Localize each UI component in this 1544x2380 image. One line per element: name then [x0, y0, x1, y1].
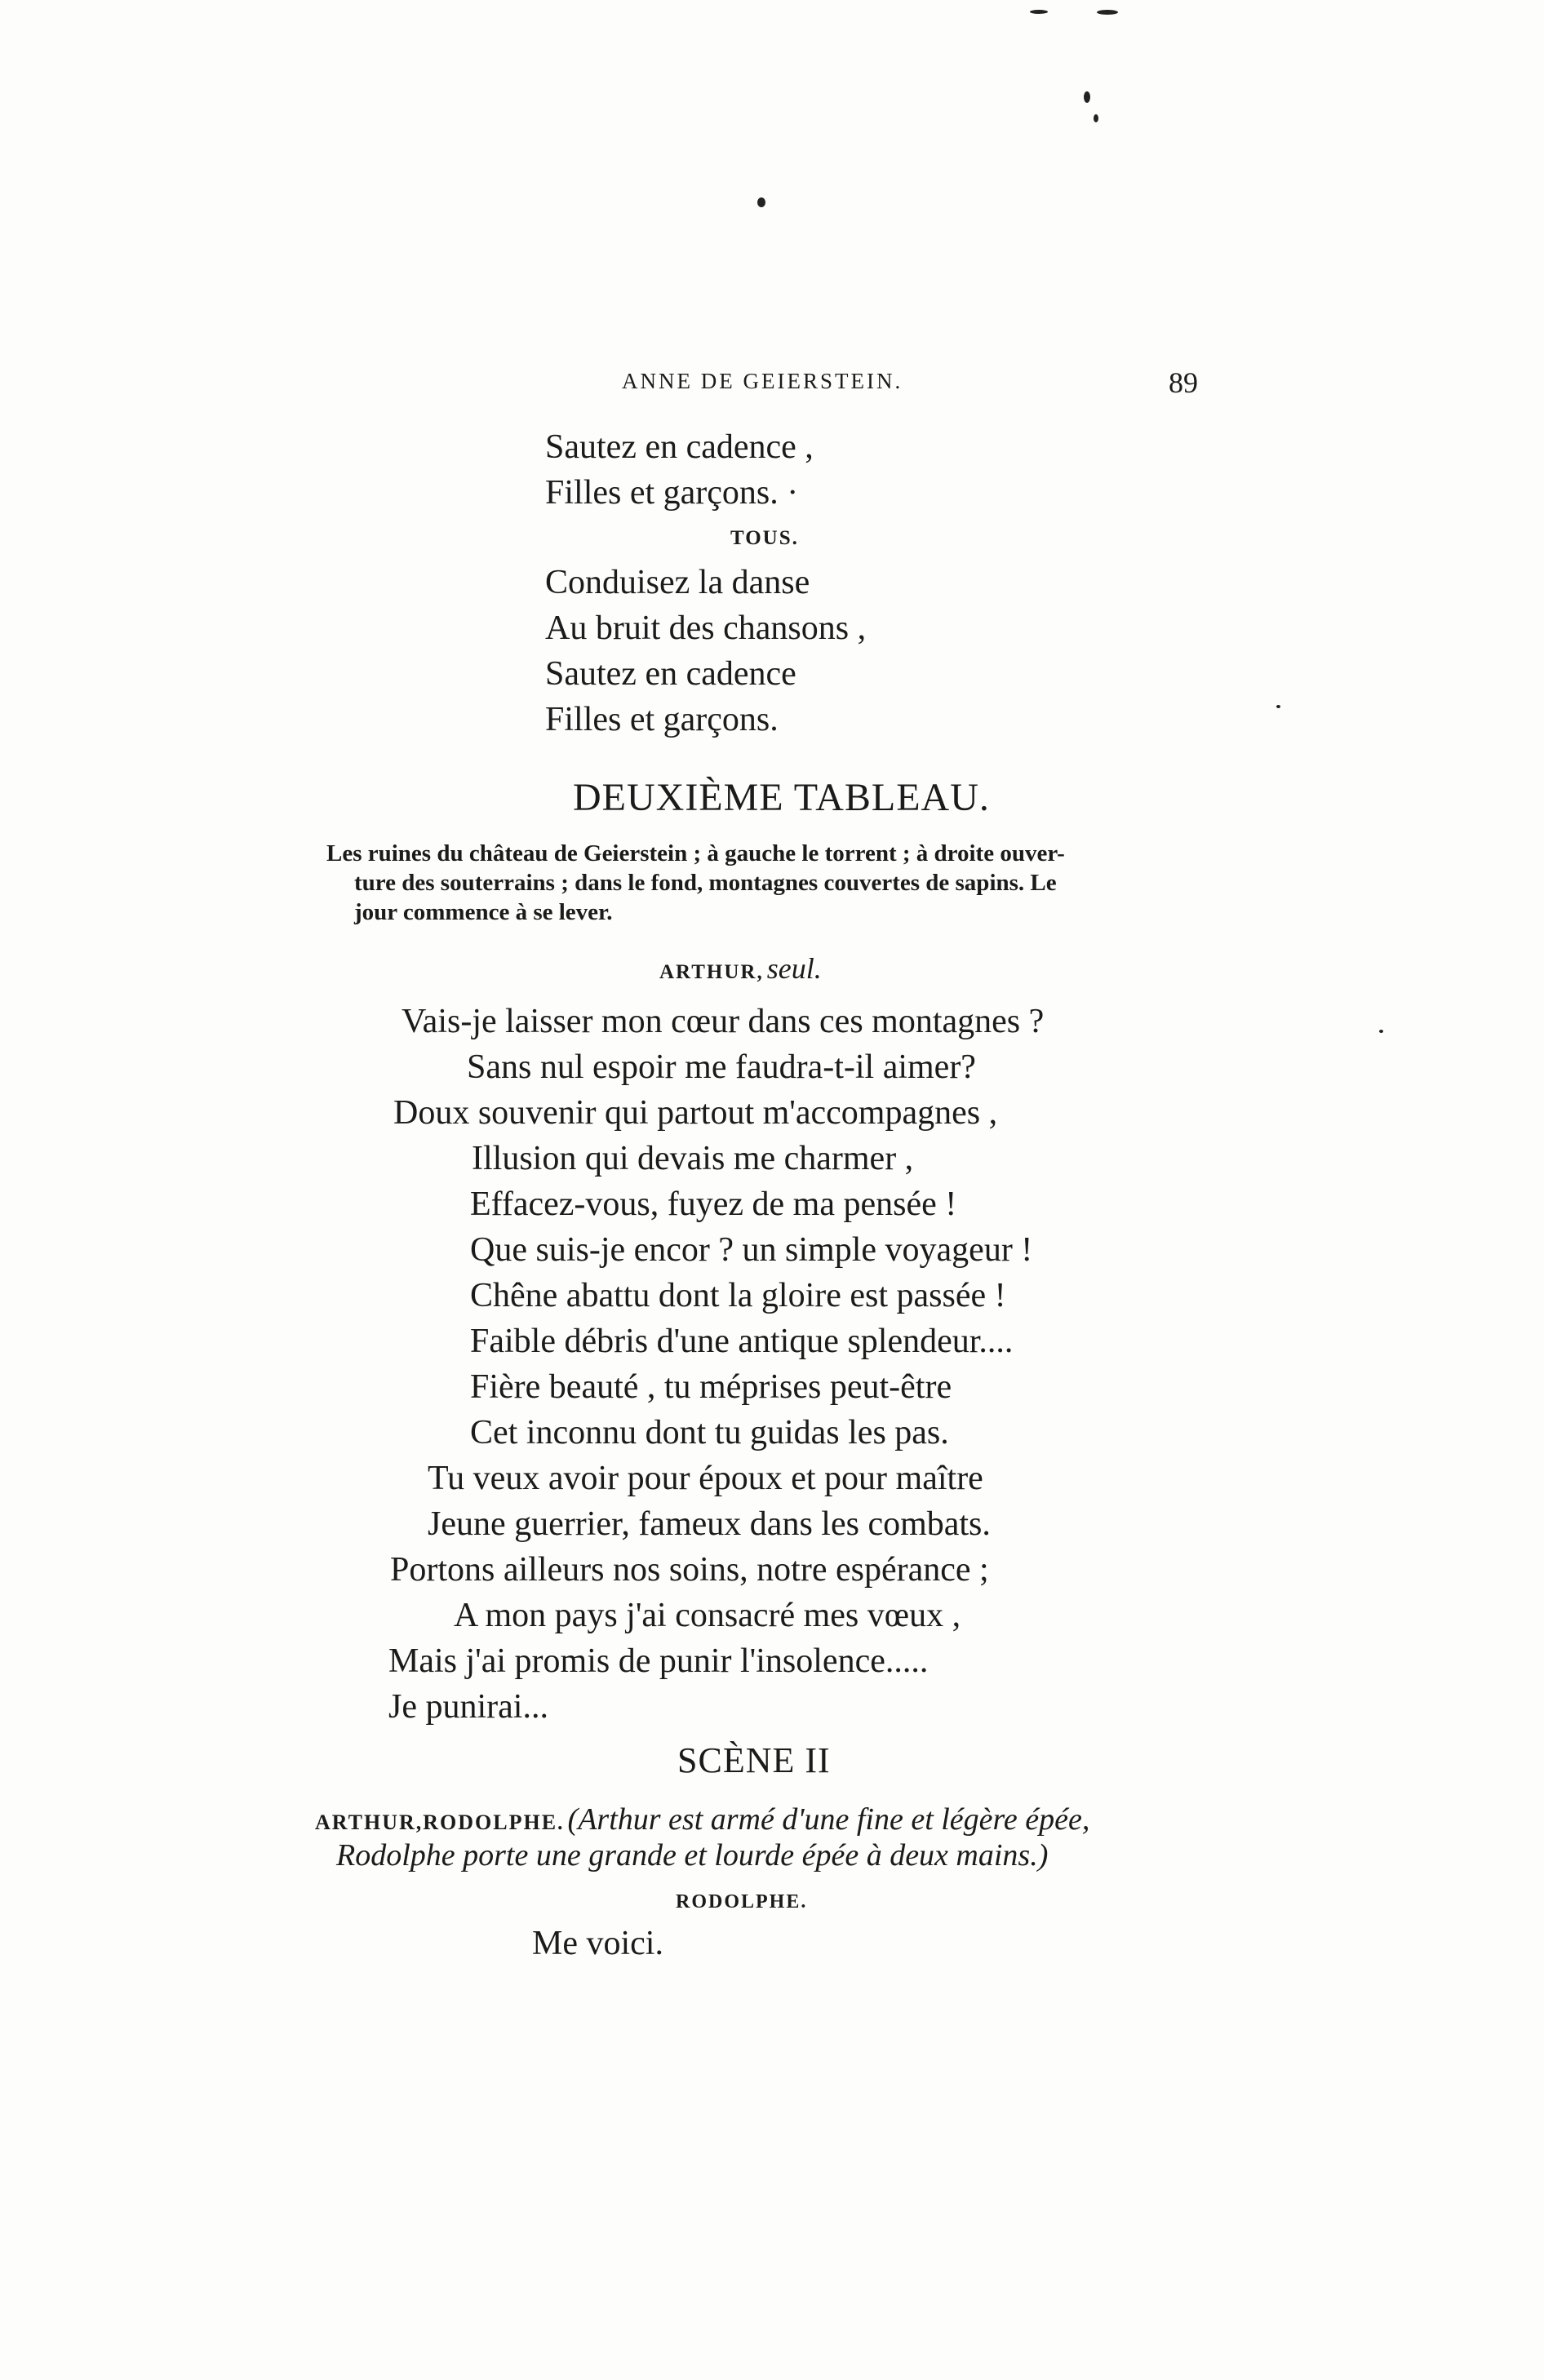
- verse-line: Sautez en cadence: [545, 655, 796, 693]
- verse-line: Filles et garçons.: [545, 701, 779, 738]
- verse-line: Illusion qui devais me charmer ,: [472, 1140, 914, 1177]
- verse-line: Doux souvenir qui partout m'accompagnes ,: [393, 1094, 998, 1132]
- verse-line: Sautez en cadence ,: [545, 428, 814, 466]
- verse-line: Mais j'ai promis de punir l'insolence.....: [388, 1642, 929, 1680]
- scene-direction-line: (Arthur est armé d'une fine et légère épée,: [567, 1802, 1090, 1837]
- ink-speck: [1030, 10, 1048, 14]
- speaker-label-tous: TOUS.: [730, 527, 799, 549]
- ink-speck: [757, 197, 765, 207]
- scene-direction-line: Rodolphe porte une grande et lourde épée à deux mains.): [336, 1838, 1049, 1873]
- scene-characters: ARTHUR,RODOLPHE.: [315, 1810, 565, 1834]
- ink-speck: [1084, 91, 1090, 103]
- stage-direction-line: ture des souterrains ; dans le fond, montagnes couvertes de sapins. Le: [354, 870, 1057, 896]
- page-number: 89: [1169, 366, 1198, 399]
- stage-direction-line: jour commence à se lever.: [354, 899, 613, 925]
- speaker-arthur: [659, 951, 822, 986]
- verse-line: Faible débris d'une antique splendeur....: [470, 1323, 1014, 1360]
- scene-cast: [315, 1802, 1089, 1837]
- verse-line: Jeune guerrier, fameux dans les combats.: [428, 1505, 991, 1543]
- ink-speck: [1094, 114, 1098, 122]
- verse-line: Chêne abattu dont la gloire est passée !: [470, 1277, 1006, 1314]
- speaker-label-arthur: ARTHUR,: [659, 961, 764, 983]
- speaker-note: seul.: [766, 952, 822, 985]
- verse-line: Sans nul espoir me faudra-t-il aimer?: [467, 1048, 976, 1086]
- tableau-title: DEUXIÈME TABLEAU.: [573, 776, 990, 819]
- scene-title: SCÈNE II: [677, 1740, 831, 1780]
- verse-line: A mon pays j'ai consacré mes vœux ,: [454, 1597, 961, 1634]
- verse-line: Fière beauté , tu méprises peut-être: [470, 1368, 952, 1406]
- verse-line: Vais-je laisser mon cœur dans ces montagnes ?: [402, 1003, 1045, 1040]
- ink-speck: [1379, 1030, 1383, 1033]
- speaker-label-rodolphe: RODOLPHE.: [676, 1891, 808, 1912]
- verse-line: Que suis-je encor ? un simple voyageur !: [470, 1231, 1033, 1269]
- verse-line: Cet inconnu dont tu guidas les pas.: [470, 1414, 949, 1451]
- verse-line: Effacez-vous, fuyez de ma pensée !: [470, 1186, 957, 1223]
- verse-line: Portons ailleurs nos soins, notre espérance ;: [390, 1551, 989, 1589]
- verse-line: Tu veux avoir pour époux et pour maître: [428, 1460, 983, 1497]
- verse-line: Filles et garçons. ·: [545, 474, 799, 512]
- verse-line: Me voici.: [532, 1925, 663, 1962]
- verse-line: Je punirai...: [388, 1688, 548, 1726]
- stage-direction-line: Les ruines du château de Geierstein ; à gauche le torrent ; à droite ouver-: [326, 840, 1065, 866]
- ink-speck: [1097, 10, 1118, 15]
- ink-speck: [1276, 705, 1280, 708]
- verse-line: Conduisez la danse: [545, 564, 810, 601]
- verse-line: Au bruit des chansons ,: [545, 609, 867, 647]
- running-head: ANNE DE GEIERSTEIN.: [622, 369, 903, 393]
